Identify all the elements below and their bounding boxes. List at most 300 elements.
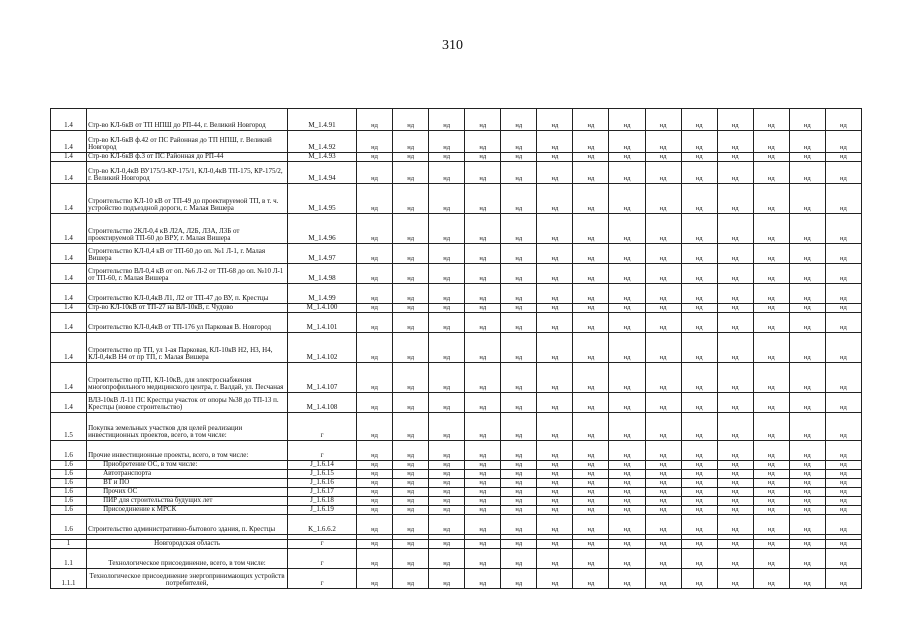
value-cell: нд (393, 441, 429, 461)
row-number: 1.4 (51, 363, 87, 393)
value-cell: нд (393, 515, 429, 535)
value-cell: нд (393, 413, 429, 441)
page-number: 310 (442, 38, 463, 53)
value-cell: нд (609, 569, 645, 589)
value-cell: нд (609, 244, 645, 264)
project-name: Приобретение ОС, в том числе: (87, 461, 288, 470)
value-cell: нд (357, 488, 393, 497)
table-row (51, 284, 862, 304)
project-name: Строительство КЛ-0,4кВ от ТП-176 ул Парковая В. Новгород (87, 313, 288, 333)
value-cell: нд (753, 497, 789, 506)
value-cell: нд (429, 264, 465, 284)
project-code: J_1.6.18 (288, 497, 357, 506)
table-row (51, 244, 862, 264)
value-cell: нд (393, 162, 429, 184)
value-cell: нд (753, 393, 789, 413)
value-cell: нд (717, 214, 753, 244)
value-cell: нд (429, 393, 465, 413)
value-cell: нд (789, 284, 825, 304)
value-cell: нд (393, 506, 429, 515)
table-row (51, 393, 862, 413)
value-cell: нд (465, 515, 501, 535)
value-cell: нд (429, 506, 465, 515)
value-cell: нд (789, 540, 825, 549)
investment-table (50, 108, 862, 589)
value-cell: нд (825, 284, 861, 304)
project-code: М_1.4.93 (288, 153, 357, 162)
project-code: М_1.4.101 (288, 313, 357, 333)
project-name: Прочих ОС (87, 488, 288, 497)
value-cell: нд (789, 363, 825, 393)
table-row (51, 479, 862, 488)
project-code: М_1.4.95 (288, 184, 357, 214)
value-cell: нд (357, 333, 393, 363)
value-cell: нд (645, 264, 681, 284)
project-name: Строительство КЛ-10 кВ от ТП-49 до проектируемой ТП, в т. ч. устройство подъездной дороги, г. Малая Вишера (87, 184, 288, 214)
value-cell: нд (753, 515, 789, 535)
value-cell: нд (429, 184, 465, 214)
project-code: J_1.6.14 (288, 461, 357, 470)
value-cell: нд (789, 549, 825, 569)
row-number: 1.6 (51, 470, 87, 479)
value-cell: нд (753, 162, 789, 184)
value-cell: нд (609, 214, 645, 244)
value-cell: нд (501, 488, 537, 497)
value-cell: нд (789, 470, 825, 479)
value-cell: нд (717, 470, 753, 479)
value-cell: нд (681, 313, 717, 333)
value-cell: нд (537, 313, 573, 333)
value-cell: нд (681, 488, 717, 497)
row-number: 1.6 (51, 441, 87, 461)
value-cell: нд (501, 569, 537, 589)
value-cell: нд (537, 497, 573, 506)
value-cell: нд (645, 304, 681, 313)
project-code: М_1.4.91 (288, 109, 357, 131)
value-cell: нд (393, 540, 429, 549)
value-cell: нд (537, 214, 573, 244)
value-cell: нд (393, 488, 429, 497)
value-cell: нд (429, 470, 465, 479)
project-name: Прочие инвестиционные проекты, всего, в том числе: (87, 441, 288, 461)
value-cell: нд (609, 515, 645, 535)
project-name: ВЛЗ-10кВ Л-11 ПС Крестцы участок от опоры №38 до ТП-13 п. Крестцы (новое строительство) (87, 393, 288, 413)
value-cell: нд (753, 131, 789, 153)
project-code: г (288, 540, 357, 549)
value-cell: нд (537, 244, 573, 264)
value-cell: нд (393, 214, 429, 244)
value-cell: нд (465, 184, 501, 214)
table-row (51, 363, 862, 393)
value-cell: нд (753, 569, 789, 589)
value-cell: нд (465, 506, 501, 515)
value-cell: нд (645, 153, 681, 162)
project-code: М_1.4.100 (288, 304, 357, 313)
value-cell: нд (717, 109, 753, 131)
value-cell: нд (825, 413, 861, 441)
value-cell: нд (789, 304, 825, 313)
value-cell: нд (537, 461, 573, 470)
value-cell: нд (609, 540, 645, 549)
value-cell: нд (645, 488, 681, 497)
table-row (51, 131, 862, 153)
value-cell: нд (825, 393, 861, 413)
value-cell: нд (645, 549, 681, 569)
value-cell: нд (645, 540, 681, 549)
project-code: М_1.4.97 (288, 244, 357, 264)
value-cell: нд (681, 264, 717, 284)
value-cell: нд (825, 479, 861, 488)
table-row (51, 333, 862, 363)
value-cell: нд (609, 284, 645, 304)
value-cell: нд (609, 497, 645, 506)
value-cell: нд (753, 284, 789, 304)
value-cell: нд (357, 304, 393, 313)
value-cell: нд (825, 549, 861, 569)
value-cell: нд (501, 153, 537, 162)
value-cell: нд (789, 461, 825, 470)
value-cell: нд (501, 393, 537, 413)
value-cell: нд (573, 162, 609, 184)
value-cell: нд (681, 153, 717, 162)
value-cell: нд (645, 131, 681, 153)
project-name: Технологическое присоединение, всего, в том числе: (87, 549, 288, 569)
row-number: 1.5 (51, 413, 87, 441)
value-cell: нд (573, 244, 609, 264)
value-cell: нд (789, 497, 825, 506)
value-cell: нд (537, 363, 573, 393)
value-cell: нд (825, 506, 861, 515)
value-cell: нд (681, 244, 717, 264)
value-cell: нд (825, 470, 861, 479)
value-cell: нд (357, 497, 393, 506)
value-cell: нд (573, 214, 609, 244)
table-row (51, 540, 862, 549)
value-cell: нд (501, 441, 537, 461)
value-cell: нд (537, 515, 573, 535)
value-cell: нд (393, 470, 429, 479)
value-cell: нд (681, 497, 717, 506)
value-cell: нд (429, 363, 465, 393)
row-number: 1 (51, 540, 87, 549)
value-cell: нд (645, 284, 681, 304)
value-cell: нд (501, 244, 537, 264)
value-cell: нд (573, 413, 609, 441)
row-number: 1.4 (51, 313, 87, 333)
value-cell: нд (609, 441, 645, 461)
value-cell: нд (357, 393, 393, 413)
value-cell: нд (717, 569, 753, 589)
row-number: 1.6 (51, 497, 87, 506)
row-number: 1.6 (51, 479, 87, 488)
value-cell: нд (609, 109, 645, 131)
value-cell: нд (393, 184, 429, 214)
row-number: 1.4 (51, 153, 87, 162)
table-row (51, 313, 862, 333)
value-cell: нд (429, 488, 465, 497)
value-cell: нд (465, 363, 501, 393)
value-cell: нд (357, 109, 393, 131)
value-cell: нд (573, 441, 609, 461)
value-cell: нд (501, 184, 537, 214)
value-cell: нд (357, 184, 393, 214)
value-cell: нд (393, 304, 429, 313)
value-cell: нд (537, 304, 573, 313)
value-cell: нд (609, 153, 645, 162)
row-number: 1.1.1 (51, 569, 87, 589)
value-cell: нд (357, 162, 393, 184)
value-cell: нд (609, 162, 645, 184)
value-cell: нд (573, 515, 609, 535)
value-cell: нд (537, 284, 573, 304)
value-cell: нд (789, 393, 825, 413)
value-cell: нд (789, 184, 825, 214)
value-cell: нд (429, 244, 465, 264)
value-cell: нд (501, 284, 537, 304)
value-cell: нд (357, 264, 393, 284)
value-cell: нд (753, 153, 789, 162)
value-cell: нд (429, 162, 465, 184)
value-cell: нд (573, 470, 609, 479)
value-cell: нд (465, 131, 501, 153)
project-code: М_1.4.96 (288, 214, 357, 244)
value-cell: нд (645, 313, 681, 333)
project-code: М_1.4.98 (288, 264, 357, 284)
value-cell: нд (645, 214, 681, 244)
value-cell: нд (537, 109, 573, 131)
value-cell: нд (537, 131, 573, 153)
project-name: Строительство 2КЛ-0,4 кВ Л2А, Л2Б, Л3А, Л3Б от проектируемой ТП-60 до ВРУ, г. Малая Вишера (87, 214, 288, 244)
row-number: 1.6 (51, 515, 87, 535)
value-cell: нд (717, 549, 753, 569)
value-cell: нд (357, 441, 393, 461)
value-cell: нд (393, 313, 429, 333)
value-cell: нд (753, 479, 789, 488)
value-cell: нд (429, 540, 465, 549)
value-cell: нд (645, 184, 681, 214)
value-cell: нд (789, 333, 825, 363)
value-cell: нд (537, 479, 573, 488)
value-cell: нд (609, 304, 645, 313)
value-cell: нд (501, 162, 537, 184)
value-cell: нд (681, 549, 717, 569)
project-code: J_1.6.17 (288, 488, 357, 497)
value-cell: нд (357, 131, 393, 153)
table-row (51, 413, 862, 441)
project-name: Присоединение к МРСК (87, 506, 288, 515)
value-cell: нд (717, 497, 753, 506)
project-code: М_1.4.99 (288, 284, 357, 304)
row-number: 1.4 (51, 284, 87, 304)
value-cell: нд (429, 153, 465, 162)
value-cell: нд (717, 313, 753, 333)
value-cell: нд (789, 264, 825, 284)
table-row (51, 109, 862, 131)
project-name: Стр-во КЛ-0,4кВ ВУ175/3-КР-175/1, КЛ-0,4кВ ТП-175, КР-175/2, г. Великий Новгород (87, 162, 288, 184)
value-cell: нд (609, 506, 645, 515)
value-cell: нд (645, 244, 681, 264)
value-cell: нд (465, 393, 501, 413)
value-cell: нд (465, 162, 501, 184)
value-cell: нд (573, 488, 609, 497)
value-cell: нд (429, 214, 465, 244)
table-row (51, 441, 862, 461)
value-cell: нд (501, 461, 537, 470)
project-code: М_1.4.94 (288, 162, 357, 184)
value-cell: нд (573, 569, 609, 589)
value-cell: нд (357, 470, 393, 479)
value-cell: нд (717, 184, 753, 214)
value-cell: нд (573, 497, 609, 506)
value-cell: нд (465, 413, 501, 441)
value-cell: нд (789, 479, 825, 488)
value-cell: нд (357, 479, 393, 488)
value-cell: нд (645, 109, 681, 131)
value-cell: нд (753, 304, 789, 313)
value-cell: нд (681, 214, 717, 244)
project-code: J_1.6.15 (288, 470, 357, 479)
value-cell: нд (681, 470, 717, 479)
value-cell: нд (789, 131, 825, 153)
value-cell: нд (753, 488, 789, 497)
value-cell: нд (573, 540, 609, 549)
row-number: 1.4 (51, 304, 87, 313)
project-name: Стр-во КЛ-6кВ ф.3 от ПС Районная до РП-44 (87, 153, 288, 162)
value-cell: нд (717, 162, 753, 184)
value-cell: нд (393, 284, 429, 304)
value-cell: нд (501, 413, 537, 441)
value-cell: нд (717, 244, 753, 264)
value-cell: нд (753, 549, 789, 569)
project-name: ПИР для строительства будущих лет (87, 497, 288, 506)
row-number: 1.4 (51, 393, 87, 413)
value-cell: нд (573, 304, 609, 313)
value-cell: нд (429, 109, 465, 131)
value-cell: нд (645, 497, 681, 506)
value-cell: нд (465, 441, 501, 461)
value-cell: нд (645, 162, 681, 184)
value-cell: нд (645, 479, 681, 488)
value-cell: нд (681, 506, 717, 515)
value-cell: нд (789, 488, 825, 497)
value-cell: нд (465, 304, 501, 313)
value-cell: нд (609, 313, 645, 333)
table-row (51, 515, 862, 535)
project-code: г (288, 413, 357, 441)
value-cell: нд (393, 569, 429, 589)
value-cell: нд (537, 569, 573, 589)
value-cell: нд (609, 333, 645, 363)
value-cell: нд (429, 479, 465, 488)
value-cell: нд (717, 284, 753, 304)
project-name: Строительство пр ТП, ул 1-ая Парковая, КЛ-10кВ Н2, Н3, Н4, КЛ-0,4кВ Н4 от пр ТП, г. Малая Вишера (87, 333, 288, 363)
value-cell: нд (537, 470, 573, 479)
value-cell: нд (465, 264, 501, 284)
value-cell: нд (465, 109, 501, 131)
value-cell: нд (825, 313, 861, 333)
project-code: г (288, 549, 357, 569)
table-row (51, 264, 862, 284)
value-cell: нд (753, 470, 789, 479)
value-cell: нд (501, 264, 537, 284)
row-number: 1.4 (51, 184, 87, 214)
table-row (51, 162, 862, 184)
value-cell: нд (681, 479, 717, 488)
value-cell: нд (717, 515, 753, 535)
row-number: 1.4 (51, 162, 87, 184)
value-cell: нд (825, 540, 861, 549)
value-cell: нд (501, 131, 537, 153)
value-cell: нд (537, 333, 573, 363)
value-cell: нд (465, 313, 501, 333)
project-name: Строительство административно-бытового здания, п. Крестцы (87, 515, 288, 535)
value-cell: нд (681, 284, 717, 304)
project-code: М_1.4.107 (288, 363, 357, 393)
value-cell: нд (645, 363, 681, 393)
value-cell: нд (789, 109, 825, 131)
value-cell: нд (465, 569, 501, 589)
value-cell: нд (825, 333, 861, 363)
project-name: Строительство КЛ-0,4 кВ от ТП-60 до оп. №1 Л-1, г. Малая Вишера (87, 244, 288, 264)
value-cell: нд (645, 333, 681, 363)
project-name: Стр-во КЛ-10кВ от ТП-27 на ВЛ-10кВ, г. Чудово (87, 304, 288, 313)
value-cell: нд (501, 470, 537, 479)
value-cell: нд (501, 109, 537, 131)
value-cell: нд (753, 413, 789, 441)
value-cell: нд (609, 470, 645, 479)
value-cell: нд (753, 214, 789, 244)
row-number: 1.4 (51, 214, 87, 244)
value-cell: нд (357, 244, 393, 264)
value-cell: нд (645, 461, 681, 470)
project-name: Технологическое присоединение энергопринимающих устройств потребителей, (87, 569, 288, 589)
value-cell: нд (573, 393, 609, 413)
value-cell: нд (393, 153, 429, 162)
value-cell: нд (717, 461, 753, 470)
value-cell: нд (429, 549, 465, 569)
value-cell: нд (753, 184, 789, 214)
value-cell: нд (501, 549, 537, 569)
value-cell: нд (537, 264, 573, 284)
row-number: 1.6 (51, 506, 87, 515)
value-cell: нд (393, 244, 429, 264)
value-cell: нд (789, 313, 825, 333)
value-cell: нд (789, 214, 825, 244)
value-cell: нд (789, 441, 825, 461)
value-cell: нд (357, 506, 393, 515)
project-name: Новгородская область (87, 540, 288, 549)
value-cell: нд (465, 549, 501, 569)
value-cell: нд (789, 413, 825, 441)
value-cell: нд (429, 304, 465, 313)
value-cell: нд (429, 131, 465, 153)
value-cell: нд (753, 506, 789, 515)
value-cell: нд (573, 363, 609, 393)
value-cell: нд (753, 461, 789, 470)
value-cell: нд (537, 540, 573, 549)
value-cell: нд (609, 264, 645, 284)
value-cell: нд (465, 497, 501, 506)
value-cell: нд (357, 461, 393, 470)
value-cell: нд (501, 479, 537, 488)
value-cell: нд (825, 162, 861, 184)
value-cell: нд (357, 540, 393, 549)
value-cell: нд (753, 540, 789, 549)
value-cell: нд (501, 363, 537, 393)
value-cell: нд (645, 506, 681, 515)
row-number: 1.4 (51, 109, 87, 131)
value-cell: нд (609, 479, 645, 488)
